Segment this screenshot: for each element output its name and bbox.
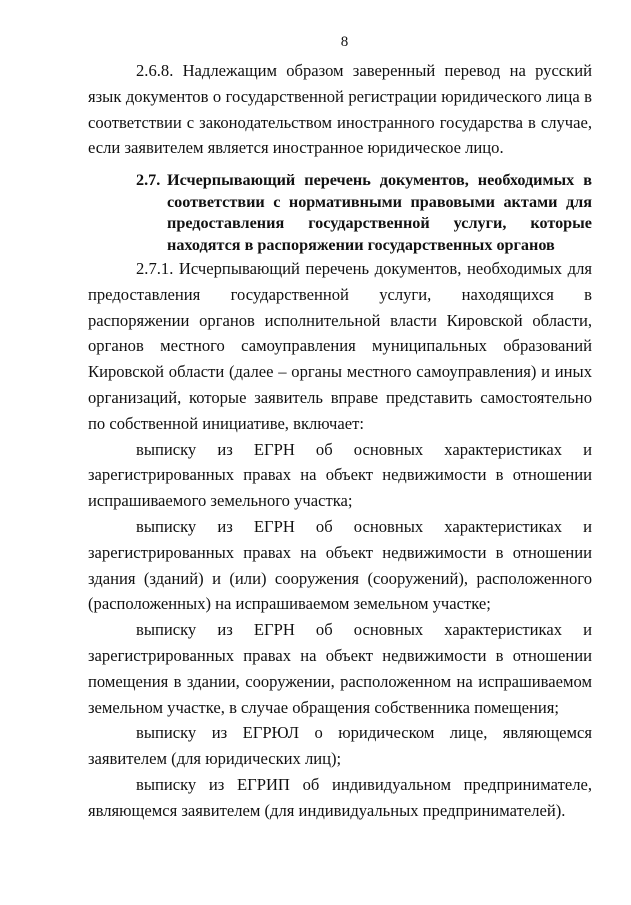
- paragraph-2-7-1: 2.7.1. Исчерпывающий перечень документов, необходимых для предоставления государственной услуги, находящихся в распоряжении органов исполнительной власти Кировской области, органов местного самоуправления муниципальных образований Кировской области (далее – органы местного самоуправления) и иных организаций, которые заявитель вправе представить самостоятельно по собственной инициативе, включает:: [88, 259, 592, 433]
- list-item-egrul: выписку из ЕГРЮЛ о юридическом лице, являющемся заявителем (для юридических лиц);: [88, 723, 592, 769]
- paragraph-2-6-8-block: [88, 58, 592, 161]
- section-heading-2-7: [136, 170, 592, 256]
- section-2-7-body: [88, 256, 592, 824]
- list-item-egrn-land-plot: выписку из ЕГРН об основных характеристиках и зарегистрированных правах на объект недвижимости в отношении испрашиваемого земельного участка;: [88, 439, 592, 511]
- list-item-egrn-premises: выписку из ЕГРН об основных характеристиках и зарегистрированных правах на объект недвижимости в отношении помещения в здании, сооружении, расположенном на испрашиваемом земельном участке, в случае обращения собственника помещения;: [88, 620, 592, 717]
- section-number: 2.7.: [136, 171, 161, 189]
- paragraph-2-6-8: 2.6.8. Надлежащим образом заверенный перевод на русский язык документов о государственной регистрации юридического лица в соответствии с законодательством иностранного государства в случае, если заявителем является иностранное юридическое лицо.: [88, 61, 592, 158]
- section-title: Исчерпывающий перечень документов, необходимых в соответствии с нормативными правовыми актами для предоставления государственной услуги, которые находятся в распоряжении государственных органов: [167, 171, 592, 254]
- list-item-egrn-buildings: выписку из ЕГРН об основных характеристиках и зарегистрированных правах на объект недвижимости в отношении здания (зданий) и (или) сооружения (сооружений), расположенного (расположенных) на испрашиваемом земельном участке;: [88, 516, 592, 614]
- list-item-egrip: выписку из ЕГРИП об индивидуальном предпринимателе, являющемся заявителем (для индивидуальных предпринимателей).: [88, 774, 592, 820]
- page-number: 8: [340, 34, 349, 50]
